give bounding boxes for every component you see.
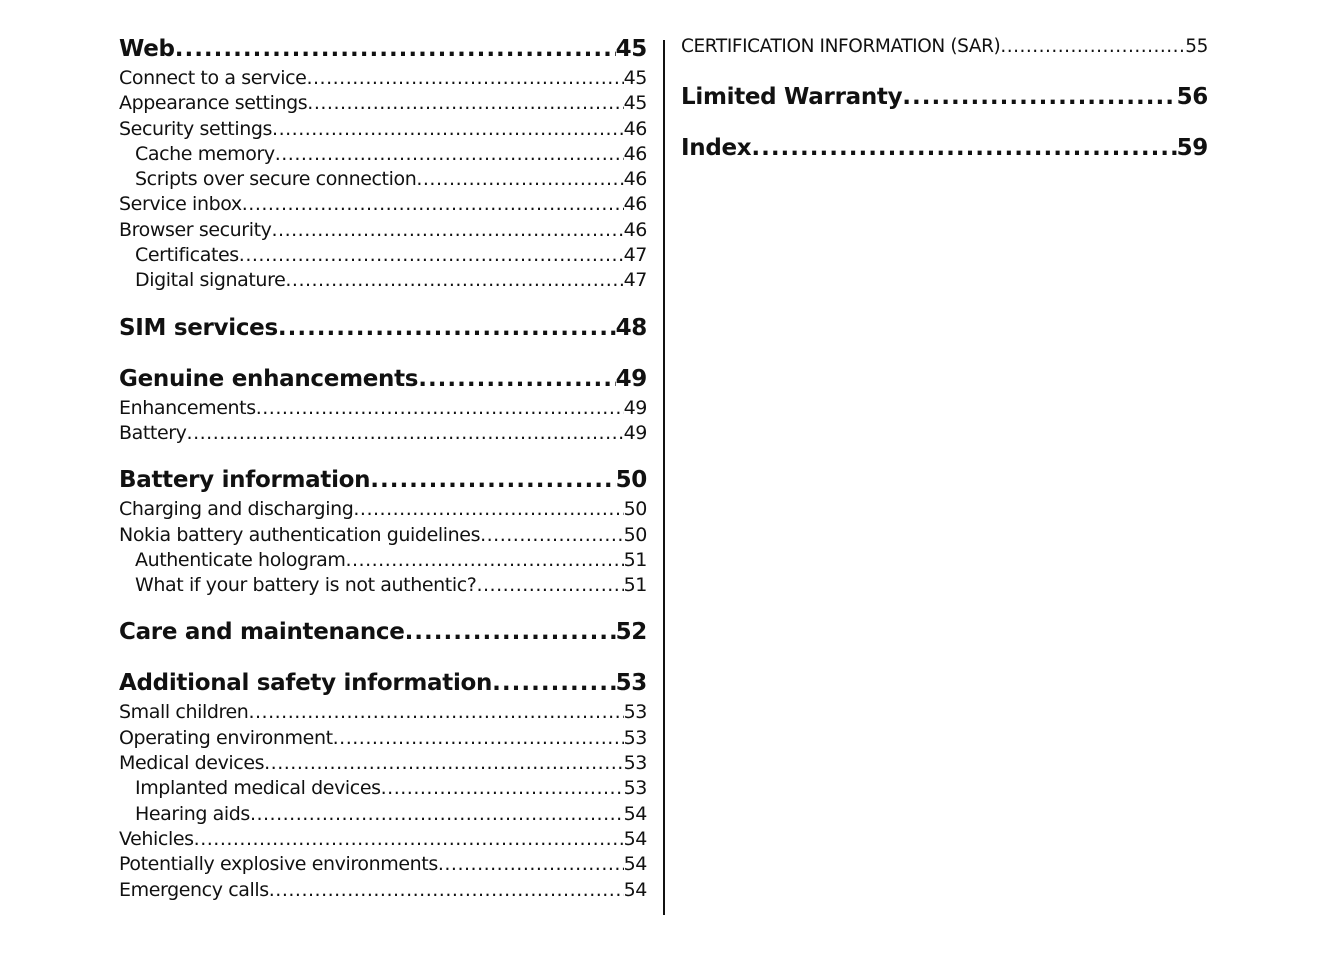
toc-entry[interactable] — [119, 397, 647, 422]
dot-leader — [175, 36, 616, 62]
toc-entry-page: 46 — [623, 117, 647, 140]
toc-heading-page: 45 — [615, 36, 647, 62]
toc-heading-index[interactable] — [681, 135, 1208, 166]
dot-leader — [333, 727, 624, 749]
column-divider — [663, 40, 665, 915]
toc-entry[interactable] — [119, 193, 647, 218]
toc-heading-battery-information[interactable] — [119, 467, 647, 498]
toc-heading-genuine-enhancements[interactable] — [119, 366, 647, 397]
toc-heading-page: 56 — [1176, 84, 1208, 110]
toc-entry[interactable] — [119, 701, 647, 726]
toc-entry-page: 55 — [1185, 36, 1208, 57]
toc-entry[interactable] — [119, 752, 647, 777]
toc-heading-page: 53 — [615, 670, 647, 697]
dot-leader — [1000, 36, 1185, 57]
toc-heading-page: 48 — [615, 314, 647, 341]
toc-entry-page: 45 — [623, 92, 647, 115]
toc-heading-label: Limited Warranty — [681, 84, 903, 110]
dot-leader — [248, 701, 623, 723]
toc-entry-label: Implanted medical devices — [135, 777, 381, 800]
toc-entry[interactable] — [119, 118, 647, 143]
dot-leader — [264, 752, 623, 774]
toc-entry-page: 53 — [623, 726, 647, 749]
dot-leader — [269, 879, 624, 901]
toc-entry-certification[interactable] — [681, 36, 1208, 66]
toc-entry[interactable] — [119, 67, 647, 92]
toc-entry-page: 53 — [623, 752, 647, 775]
toc-entry-page: 53 — [623, 701, 647, 724]
dot-leader — [902, 84, 1176, 110]
toc-entry-page: 49 — [623, 421, 647, 444]
toc-section — [681, 84, 1208, 115]
toc-entry[interactable] — [119, 574, 647, 599]
toc-entry-page: 54 — [623, 853, 647, 876]
dot-leader — [239, 244, 624, 266]
toc-entry-label: Potentially explosive environments — [119, 853, 438, 876]
toc-entry-page: 54 — [623, 878, 647, 901]
toc-entry[interactable] — [119, 828, 647, 853]
dot-leader — [751, 135, 1176, 161]
toc-entry-label: Browser security — [119, 218, 272, 241]
toc-heading-limited-warranty[interactable] — [681, 84, 1208, 115]
toc-entry-label: Cache memory — [135, 142, 275, 165]
toc-heading-label: Additional safety information — [119, 670, 493, 697]
toc-entry-label: Connect to a service — [119, 67, 307, 89]
toc-entry-page: 45 — [623, 67, 647, 89]
toc-entry-page: 50 — [623, 523, 647, 546]
toc-heading-page: 49 — [615, 365, 647, 392]
toc-entry-page: 46 — [623, 142, 647, 165]
toc-entry-label: Authenticate hologram — [135, 548, 346, 571]
dot-leader — [278, 315, 616, 341]
toc-heading-page: 50 — [615, 467, 647, 494]
toc-heading-page: 52 — [615, 619, 647, 646]
toc-entry[interactable] — [119, 803, 647, 828]
toc-entry-label: Operating environment — [119, 726, 333, 749]
toc-section — [119, 315, 647, 346]
toc-entry-label: Service inbox — [119, 193, 242, 216]
dot-leader — [405, 619, 616, 645]
toc-heading-sim-services[interactable] — [119, 315, 647, 346]
toc-entry-label: CERTIFICATION INFORMATION (SAR) — [681, 36, 1001, 57]
toc-section — [119, 670, 647, 903]
toc-heading-label: Battery information — [119, 467, 371, 494]
toc-entry-page: 46 — [623, 218, 647, 241]
toc-entry-page: 46 — [623, 193, 647, 216]
toc-entry[interactable] — [119, 168, 647, 193]
toc-entry[interactable] — [119, 853, 647, 878]
dot-leader — [306, 67, 623, 89]
toc-heading-care-and-maintenance[interactable] — [119, 619, 647, 650]
toc-section — [681, 135, 1208, 166]
dot-leader — [272, 219, 624, 241]
toc-entry-label: Digital signature — [135, 269, 286, 292]
dot-leader — [476, 574, 623, 596]
toc-section — [119, 36, 647, 295]
toc-entry-page: 47 — [623, 269, 647, 292]
toc-entry-label: Vehicles — [119, 827, 194, 850]
toc-heading-label: Web — [119, 36, 175, 62]
toc-heading-page: 59 — [1176, 135, 1208, 161]
dot-leader — [250, 803, 624, 825]
toc-entry-page: 51 — [623, 574, 647, 597]
toc-entry[interactable] — [119, 524, 647, 549]
toc-entry[interactable] — [119, 143, 647, 168]
toc-heading-label: SIM services — [119, 314, 278, 341]
dot-leader — [416, 168, 623, 190]
dot-leader — [418, 366, 615, 392]
toc-entry[interactable] — [119, 777, 647, 802]
toc-entry-label: Appearance settings — [119, 92, 308, 115]
toc-entry-page: 51 — [623, 548, 647, 571]
toc-entry-page: 49 — [623, 396, 647, 419]
toc-entry-page: 54 — [623, 802, 647, 825]
toc-entry[interactable] — [119, 879, 647, 904]
dot-leader — [272, 118, 624, 140]
toc-entry[interactable] — [119, 498, 647, 523]
toc-entry-label: Nokia battery authentication guidelines — [119, 523, 481, 546]
dot-leader — [256, 397, 624, 419]
toc-heading-label: Care and maintenance — [119, 619, 405, 646]
toc-entry[interactable] — [119, 92, 647, 117]
toc-right-column — [681, 36, 1208, 186]
toc-entry-label: Battery — [119, 421, 187, 444]
toc-entry-label: Enhancements — [119, 396, 256, 419]
dot-leader — [353, 498, 623, 520]
dot-leader — [187, 422, 624, 444]
toc-entry[interactable] — [119, 422, 647, 447]
toc-heading-additional-safety-information[interactable] — [119, 670, 647, 701]
toc-entry[interactable] — [119, 219, 647, 244]
dot-leader — [492, 670, 615, 696]
toc-entry-label: Security settings — [119, 117, 273, 140]
toc-entry-page: 46 — [623, 168, 647, 191]
toc-entry[interactable] — [119, 244, 647, 269]
dot-leader — [285, 269, 623, 291]
toc-entry-label: Small children — [119, 701, 249, 724]
toc-entry-page: 53 — [623, 777, 647, 800]
dot-leader — [370, 467, 615, 493]
toc-entry-page: 47 — [623, 244, 647, 267]
toc-heading-label: Genuine enhancements — [119, 365, 419, 392]
dot-leader — [194, 828, 624, 850]
toc-entry-page: 54 — [623, 827, 647, 850]
toc-heading-web[interactable] — [119, 36, 647, 67]
toc-section — [119, 366, 647, 448]
toc-section — [119, 467, 647, 599]
toc-entry-label: Charging and discharging — [119, 498, 354, 521]
toc-entry-label: Hearing aids — [135, 802, 250, 825]
toc-entry-label: Emergency calls — [119, 878, 269, 901]
toc-entry-label: What if your battery is not authentic? — [135, 574, 477, 597]
toc-entry-label: Scripts over secure connection — [135, 168, 417, 191]
dot-leader — [381, 777, 624, 799]
toc-section — [119, 619, 647, 650]
dot-leader — [242, 193, 624, 215]
dot-leader — [275, 143, 624, 165]
toc-entry-page: 50 — [623, 498, 647, 521]
dot-leader — [480, 524, 624, 546]
dot-leader — [345, 549, 623, 571]
dot-leader — [307, 92, 623, 114]
dot-leader — [438, 853, 624, 875]
toc-entry-label: Certificates — [135, 244, 239, 267]
toc-entry[interactable] — [119, 549, 647, 574]
toc-entry[interactable] — [119, 269, 647, 294]
toc-entry-label: Medical devices — [119, 752, 265, 775]
toc-entry[interactable] — [119, 727, 647, 752]
toc-heading-label: Index — [681, 135, 752, 161]
toc-left-column — [119, 36, 647, 924]
